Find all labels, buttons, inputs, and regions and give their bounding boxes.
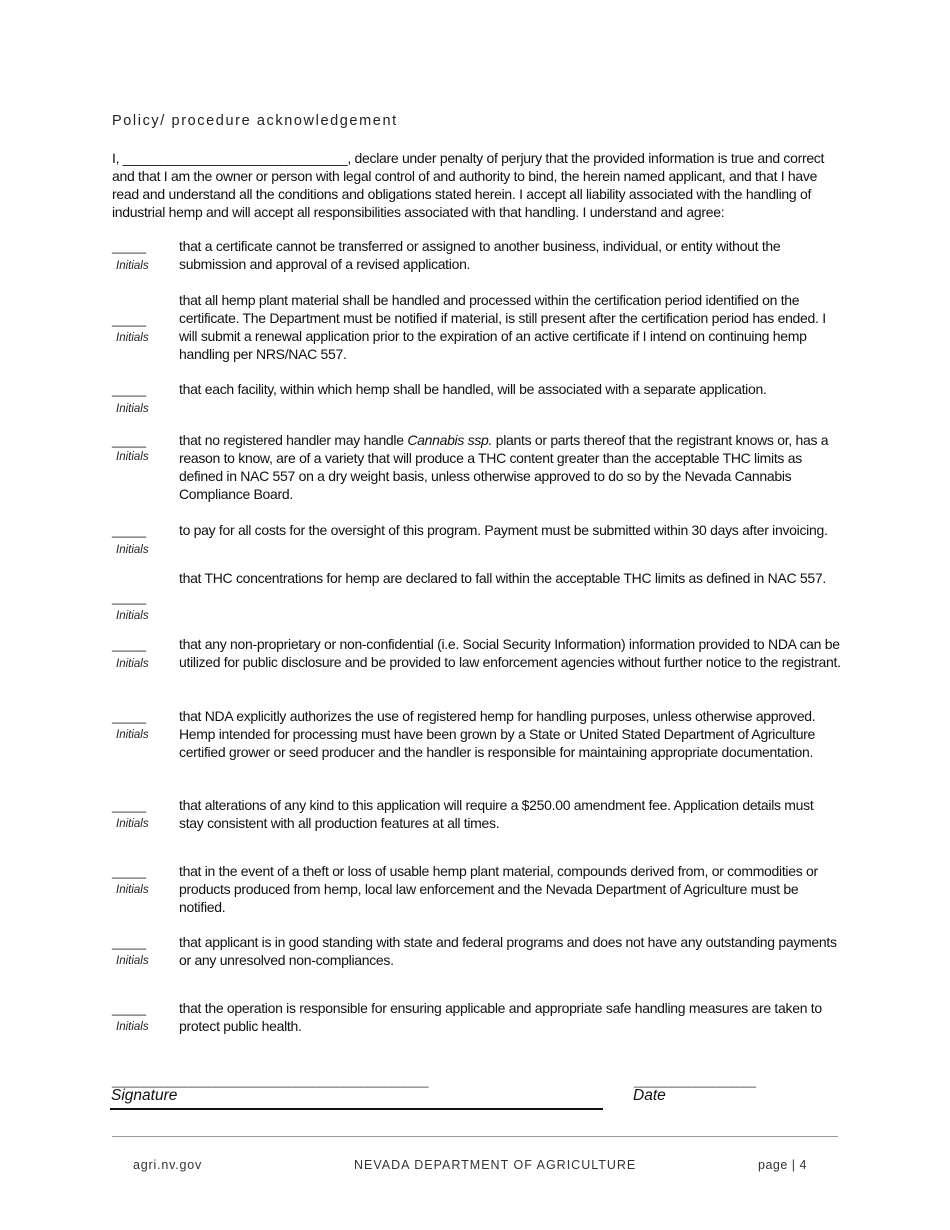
initials-label: Initials <box>116 403 149 415</box>
initials-field[interactable]: _____ <box>112 239 146 254</box>
item-text: to pay for all costs for the oversight of this program. Payment must be submitted within 30 days after invoicing. <box>179 522 828 538</box>
date-label: Date <box>633 1087 666 1104</box>
footer-website: agri.nv.gov <box>133 1158 203 1172</box>
initials-field[interactable]: _____ <box>112 935 146 950</box>
initials-field[interactable]: _____ <box>112 864 146 879</box>
initials-field[interactable]: _____ <box>112 312 146 327</box>
item-text: that a certificate cannot be transferred or assigned to another business, individual, or entity without the submission and approval of a revised application. <box>179 238 781 272</box>
initials-label: Initials <box>116 332 149 344</box>
footer-page-number: page | 4 <box>758 1158 807 1172</box>
initials-label: Initials <box>116 544 149 556</box>
initials-field[interactable]: _____ <box>112 798 146 813</box>
item-text: that all hemp plant material shall be handled and processed within the certification period identified on the certificate. The Department must be notified if material, is still present after the certification period has ended. I will submit a renewal application prior to the expiration of an active certificate if I intend on continuing hemp handling per NRS/NAC 557. <box>179 292 826 362</box>
initials-field[interactable]: _____ <box>112 382 146 397</box>
item-text: that alterations of any kind to this application will require a $250.00 amendment fee. Application details must stay consistent with all production features at all times. <box>179 797 814 831</box>
initials-label: Initials <box>116 1021 149 1033</box>
item-text: that in the event of a theft or loss of usable hemp plant material, compounds derived from, or commodities or products produced from hemp, local law enforcement and the Nevada Department of Agriculture must be notified. <box>179 863 818 915</box>
item-text: that any non-proprietary or non-confidential (i.e. Social Security Information) information provided to NDA can be utilized for public disclosure and be provided to law enforcement agencies without further notice to the registrant. <box>179 636 841 670</box>
initials-label: Initials <box>116 451 149 463</box>
species-name: Cannabis ssp. <box>407 432 493 448</box>
initials-field[interactable]: _____ <box>112 709 146 724</box>
initials-label: Initials <box>116 729 149 741</box>
item-text: that the operation is responsible for ensuring applicable and appropriate safe handling measures are taken to protect public health. <box>179 1000 822 1034</box>
initials-label: Initials <box>116 955 149 967</box>
initials-label: Initials <box>116 260 149 272</box>
item-text: that THC concentrations for hemp are declared to fall within the acceptable THC limits as defined in NAC 557. <box>179 570 826 586</box>
initials-label: Initials <box>116 658 149 670</box>
section-heading: Policy/ procedure acknowledgement <box>112 113 398 129</box>
initials-field[interactable]: _____ <box>112 590 146 605</box>
date-field[interactable]: ____________________ <box>634 1074 756 1088</box>
signature-underline <box>110 1108 603 1110</box>
item-text: that applicant is in good standing with state and federal programs and does not have any outstanding payments or any unresolved non-compliances. <box>179 934 837 968</box>
item-text: that NDA explicitly authorizes the use of registered hemp for handling purposes, unless otherwise approved. Hemp intended for processing must have been grown by a State or United Stated Department of Agriculture certified grower or seed producer and the handler is responsible for maintaining appropriate documentation. <box>179 708 816 760</box>
footer-divider <box>112 1136 838 1137</box>
initials-field[interactable]: _____ <box>112 433 146 448</box>
initials-label: Initials <box>116 884 149 896</box>
initials-field[interactable]: _____ <box>112 637 146 652</box>
initials-field[interactable]: _____ <box>112 523 146 538</box>
declaration-paragraph: I, ______________________________, declare under penalty of perjury that the provided information is true and correct and that I am the owner or person with legal control of and authority to bind, the herein named applicant, and that I have read and understand all the conditions and obligations stated herein. I accept all liability associated with the handling of industrial hemp and will accept all responsibilities associated with that handling. I understand and agree: <box>112 150 825 220</box>
footer-department: NEVADA DEPARTMENT OF AGRICULTURE <box>354 1158 637 1172</box>
signature-field[interactable]: ____________________________________________________ <box>112 1074 428 1088</box>
initials-label: Initials <box>116 818 149 830</box>
item-text: that each facility, within which hemp shall be handled, will be associated with a separate application. <box>179 381 767 397</box>
signature-label: Signature <box>111 1087 178 1104</box>
initials-field[interactable]: _____ <box>112 1001 146 1016</box>
item-text: that no registered handler may handle Cannabis ssp. plants or parts thereof that the registrant knows or, has a reason to know, are of a variety that will produce a THC content greater than the acceptable THC limits as defined in NAC 557 on a dry weight basis, unless otherwise approved to do so by the Nevada Cannabis Compliance Board. <box>179 432 829 502</box>
initials-label: Initials <box>116 610 149 622</box>
